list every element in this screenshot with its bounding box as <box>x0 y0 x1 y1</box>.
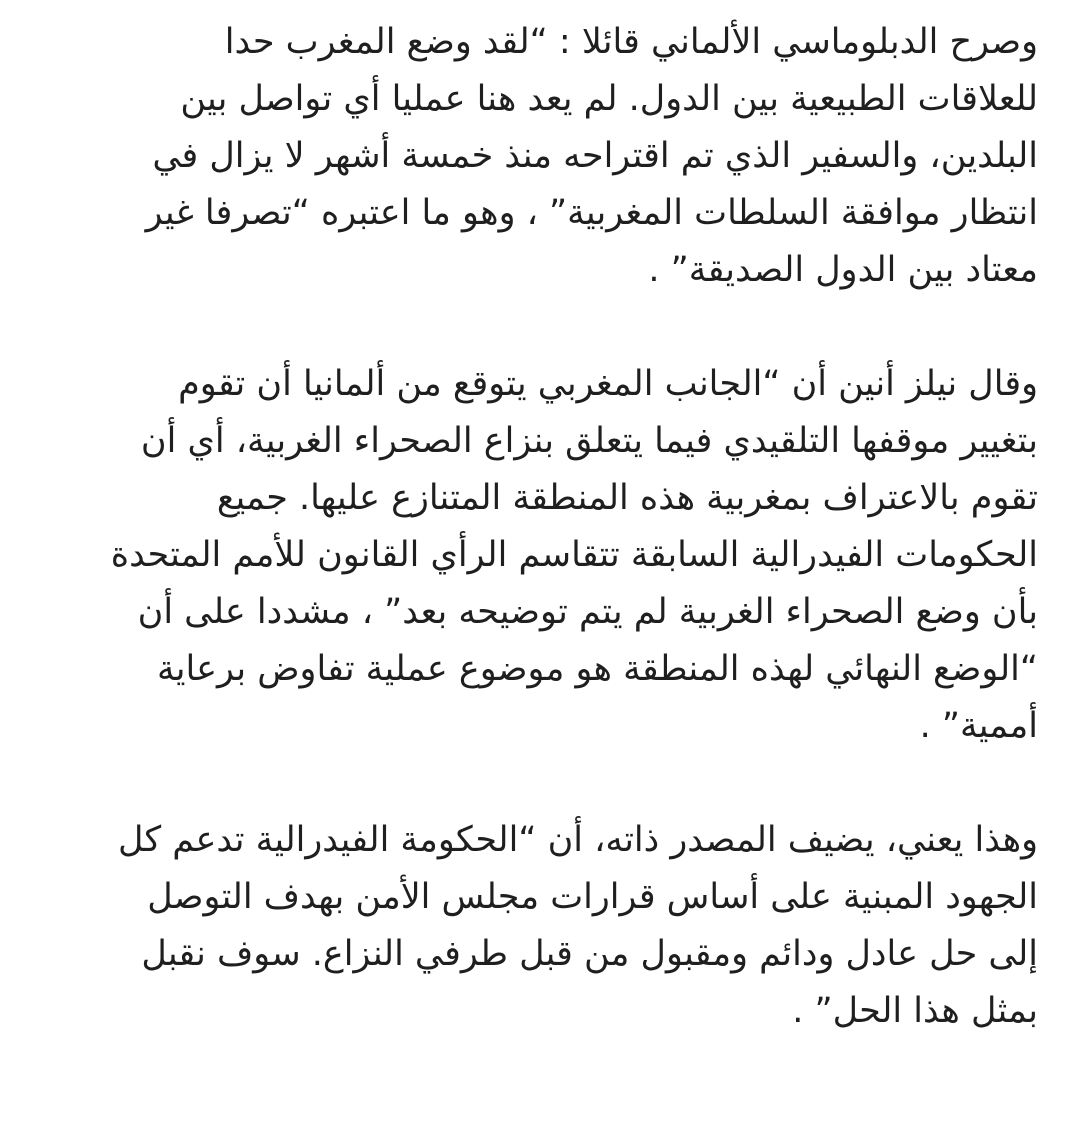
paragraph-line: وقال نيلز أنين أن “الجانب المغربي يتوقع من ألمانيا أن تقوم <box>178 364 1038 404</box>
paragraph-line: بتغيير موقفها التلقيدي فيما يتعلق بنزاع الصحراء الغربية، أي أن <box>140 421 1038 461</box>
paragraph-line: وهذا يعني، يضيف المصدر ذاته، أن “الحكومة الفيدرالية تدعم كل <box>117 820 1038 860</box>
paragraph-line: وصرح الدبلوماسي الألماني قائلا : “لقد وضع المغرب حدا <box>224 22 1038 62</box>
paragraph-line: الجهود المبنية على أساس قرارات مجلس الأمن بهدف التوصل <box>147 877 1038 917</box>
paragraph-line: انتظار موافقة السلطات المغربية” ، وهو ما اعتبره “تصرفا غير <box>145 193 1038 233</box>
paragraph-spacer <box>42 755 1038 812</box>
paragraph-line: أممية” . <box>919 706 1038 746</box>
paragraph-line: بمثل هذا الحل” . <box>792 991 1038 1031</box>
paragraph-line: الحكومات الفيدرالية السابقة تتقاسم الرأي القانون للأمم المتحدة <box>110 535 1038 575</box>
paragraph-line: إلى حل عادل ودائم ومقبول من قبل طرفي النزاع. سوف نقبل <box>141 934 1038 974</box>
paragraph-2 <box>42 356 1038 755</box>
paragraph-line: معتاد بين الدول الصديقة” . <box>648 250 1038 290</box>
paragraph-line: للعلاقات الطبيعية بين الدول. لم يعد هنا عمليا أي تواصل بين <box>180 79 1038 119</box>
paragraph-3 <box>42 812 1038 1040</box>
paragraph-line: “الوضع النهائي لهذه المنطقة هو موضوع عملية تفاوض برعاية <box>157 649 1038 689</box>
paragraph-line: تقوم بالاعتراف بمغربية هذه المنطقة المتنازع عليها. جميع <box>216 478 1038 518</box>
paragraph-line: البلدين، والسفير الذي تم اقتراحه منذ خمسة أشهر لا يزال في <box>152 136 1038 176</box>
paragraph-line: بأن وضع الصحراء الغربية لم يتم توضيحه بعد” ، مشددا على أن <box>137 592 1038 632</box>
paragraph-spacer <box>42 299 1038 356</box>
paragraph-1 <box>42 14 1038 299</box>
